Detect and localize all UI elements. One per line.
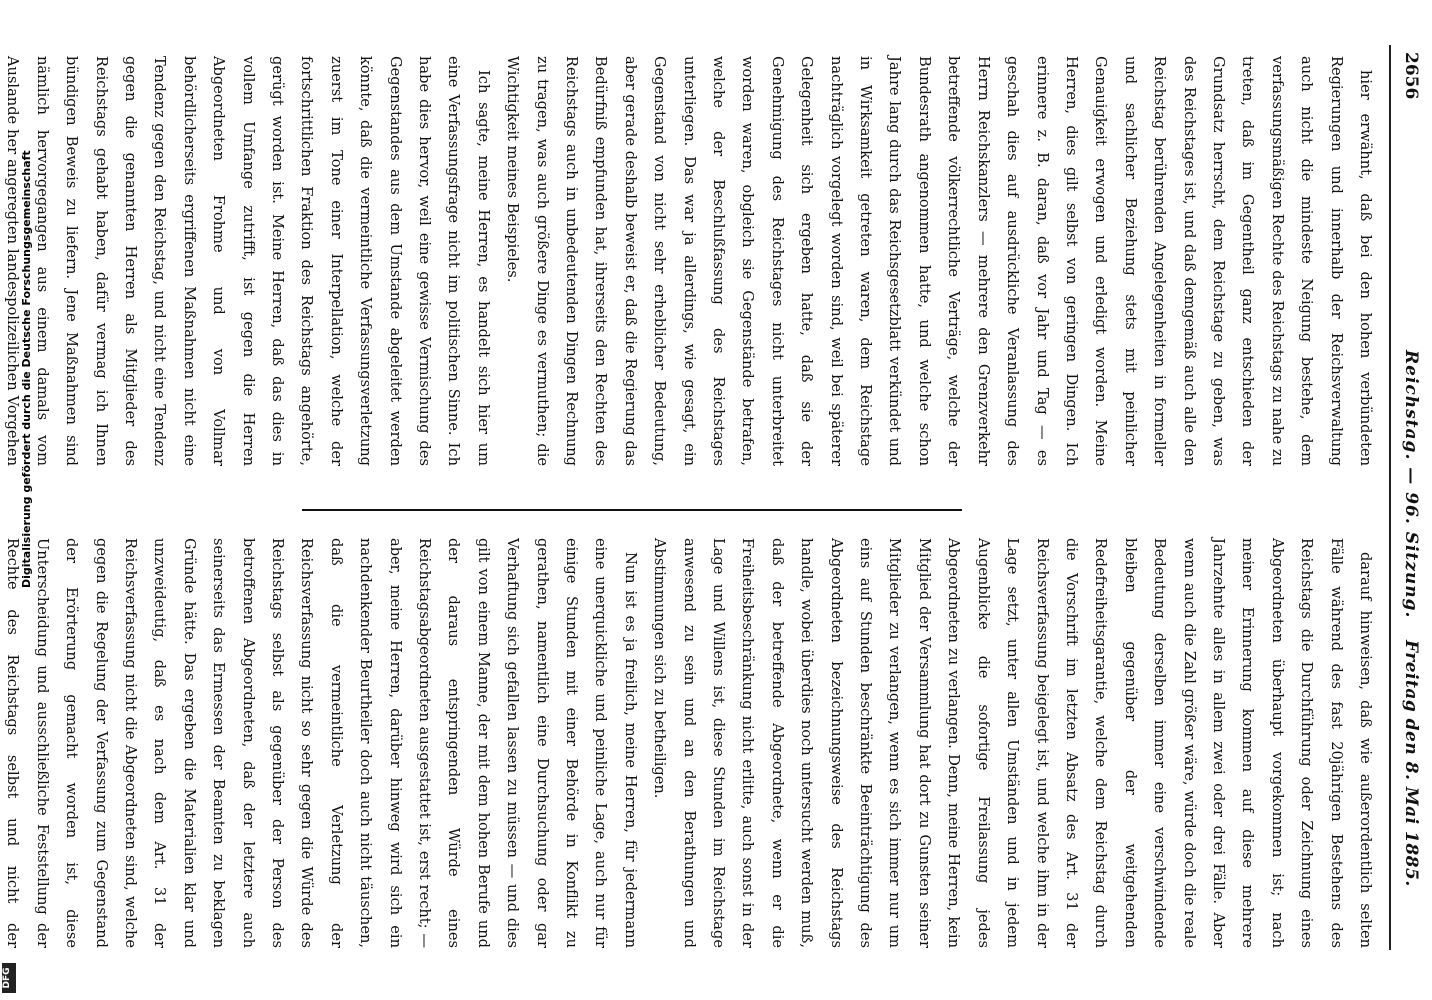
text-column-right	[4, 538, 1380, 948]
paragraph: darauf hinweisen, daß wie außerordentlich selten Fälle während des fast 20jährigen Bestehens des Reichstags die Durchführung oder Zeichnung eines Abgeordneten überhaupt vorgekommen ist; nach meiner Erinnerung kommen auf diese mehrere Jahrzehnte alles in allem zwei oder drei Fälle. Aber wenn auch die Zahl größer wäre, würde doch die reale Bedeutung derselben immer eine verschwindende bleiben gegenüber der weitgehenden Redefreiheitsgarantie, welche dem Reichstag durch die Vorschrift im letzten Absatz des Art. 31 der Reichsverfassung beigelegt ist, und welche ihm in der Lage setzt, unter allen Umständen und in jedem Augenblicke die sofortige Freilassung jedes Abgeordneten zu verlangen. Denn, meine Herren, kein Mitglied der Versammlung hat dort zu Gunsten seiner Mitglieder zu verlangen, wenn es sich immer nur um eins auf Stunden beschränkte Beeinträchtigung des Abgeordneten bezeichnungsweise des Reichstags handle, wobei überdies noch untersucht werden muß, daß der betreffende Abgeordnete, wenn er die Freiheitsbeschränkung nicht erlitte, auch sonst in der Lage und Willens ist, diese Stunden im Reichstage anwesend zu sein und an den Berathungen und Abstimmungen sich zu betheiligen.	[651, 538, 1374, 948]
paragraph: Nun ist es ja freilich, meine Herren, für jedermann eine unerquickliche und peinliche Lage, auch nur für einige Stunden mit einer Behörde in Konflikt zu gerathen, namentlich eine Durchsuchung oder gar Verhaftung sich gefallen lassen zu müssen — und dies gilt von einem Manne, der mit dem hohen Berufe und der daraus entspringenden Würde eines Reichstagsabgeordneten ausgestattet ist, erst recht; — aber, meine Herren, darüber hinweg wird sich ein nachdenkender Beurtheiler doch auch nicht täuschen, daß die vermeintliche Verletzung der Reichsverfassung nicht so sehr gegen die Würde des Reichstags selbst als gegenüber der Person des betroffenen Abgeordneten, daß der letztere auch seinerseits das Ermessen der Beamten zu beklagen Gründe hätte. Das ergeben die Materialien klar und unzweideutig, daß es nach dem Art. 31 der Reichsverfassung nicht die Abgeordneten sind, welche gegen die Regelung der Verfassung zum Gegenstand der Erörterung gemacht worden ist, diese Unterscheidung und ausschließliche Feststellung der Rechte des Reichstags selbst und nicht der	[4, 538, 639, 948]
session-heading: Reichstag. — 96. Sitzung.	[1401, 350, 1421, 619]
digitization-credit	[0, 0, 33, 1000]
credit-text: Digitalisierung gefördert durch die Deutsche Forschungsgemeinschaft	[20, 150, 33, 588]
paragraph: Ich sagte, meine Herren, es handelt sich hier um eine Verfassungsfrage nicht im politischen Sinne. Ich habe dies hervor, weil eine gewisse Vermischung des Gegenstandes aus dem Umstande abgeleitet werden könnte, daß die vermeintliche Verfassungsverletzung zuerst im Tone einer Interpellation, welche der fortschrittlichen Fraktion des Reichstags angehörte, gerügt worden ist. Meine Herren, daß das dies in vollem Umfange zutrifft, ist gegen die Herren Abgeordneten Frohme und von Vollmar behördlicherseits ergriffenen Maßnahmen nicht eine Tendenz gegen den Reichstag, und nicht eine Tendenz gegen die genannten Herren als Mitglieder des Reichstags gehabt haben, dafür vermag ich Ihnen bündigen Beweis zu liefern. Jene Maßnahmen sind nämlich hervorgegangen aus einem damals vom Auslande her angeregten landespolizeilichen Vorgehen	[4, 56, 492, 466]
date-heading: Freitag den 8. Mai 1885.	[1401, 640, 1421, 887]
header-rule	[1389, 45, 1391, 950]
page-number: 2656	[1401, 52, 1421, 100]
column-divider	[302, 509, 962, 511]
running-head	[1383, 0, 1431, 1000]
dfg-logo-text: DFG	[2, 967, 12, 989]
paragraph: hier erwähnt, daß bei den hohen verbündeten Regierungen und innerhalb der Reichsverwaltung auch nicht die mindeste Neigung bestehe, dem verfassungsmäßigen Rechte des Reichstags zu nahe zu treten, daß im Gegentheil ganz entschieden der Grundsatz herrscht, dem Reichstage zu geben, was des Reichstages ist, und daß demgemäß auch alle den Reichstag berührenden Angelegenheiten in formeller und sachlicher Beziehung stets mit peinlicher Genauigkeit erwogen und erledigt worden. Meine Herren, dies gilt selbst von geringen Dingen. Ich erinnere z. B. daran, daß vor Jahr und Tag — es geschah dies auf ausdrückliche Veranlassung des Herrn Reichskanzlers — mehrere den Grenzverkehr betreffende völkerrechtliche Verträge, welche der Bundesrath angenommen hatte, und welche schon Jahre lang durch das Reichsgesetzblatt verkündet und in Wirksamkeit getreten waren, dem Reichstage nachträglich vorgelegt worden sind, weil bei späterer Gelegenheit sich ergeben hatte, daß sie der Genehmigung des Reichstages nicht unterbreitet worden waren, obgleich sie Gegenstände betrafen, welche der Beschlußfassung des Reichstages unterliegen. Das war ja allerdings, wie gesagt, ein Gegenstand von nicht sehr erheblicher Bedeutung, aber gerade deshalb beweist er, daß die Regierung das Bedürfniß empfunden hat, ihrerseits den Rechten des Reichstags auch in unbedeutenden Dingen Rechnung zu tragen, was auch größere Dinge es vermuthen; die Wichtigkeit meines Beispieles.	[504, 56, 1374, 466]
dfg-logo-icon	[2, 963, 16, 993]
